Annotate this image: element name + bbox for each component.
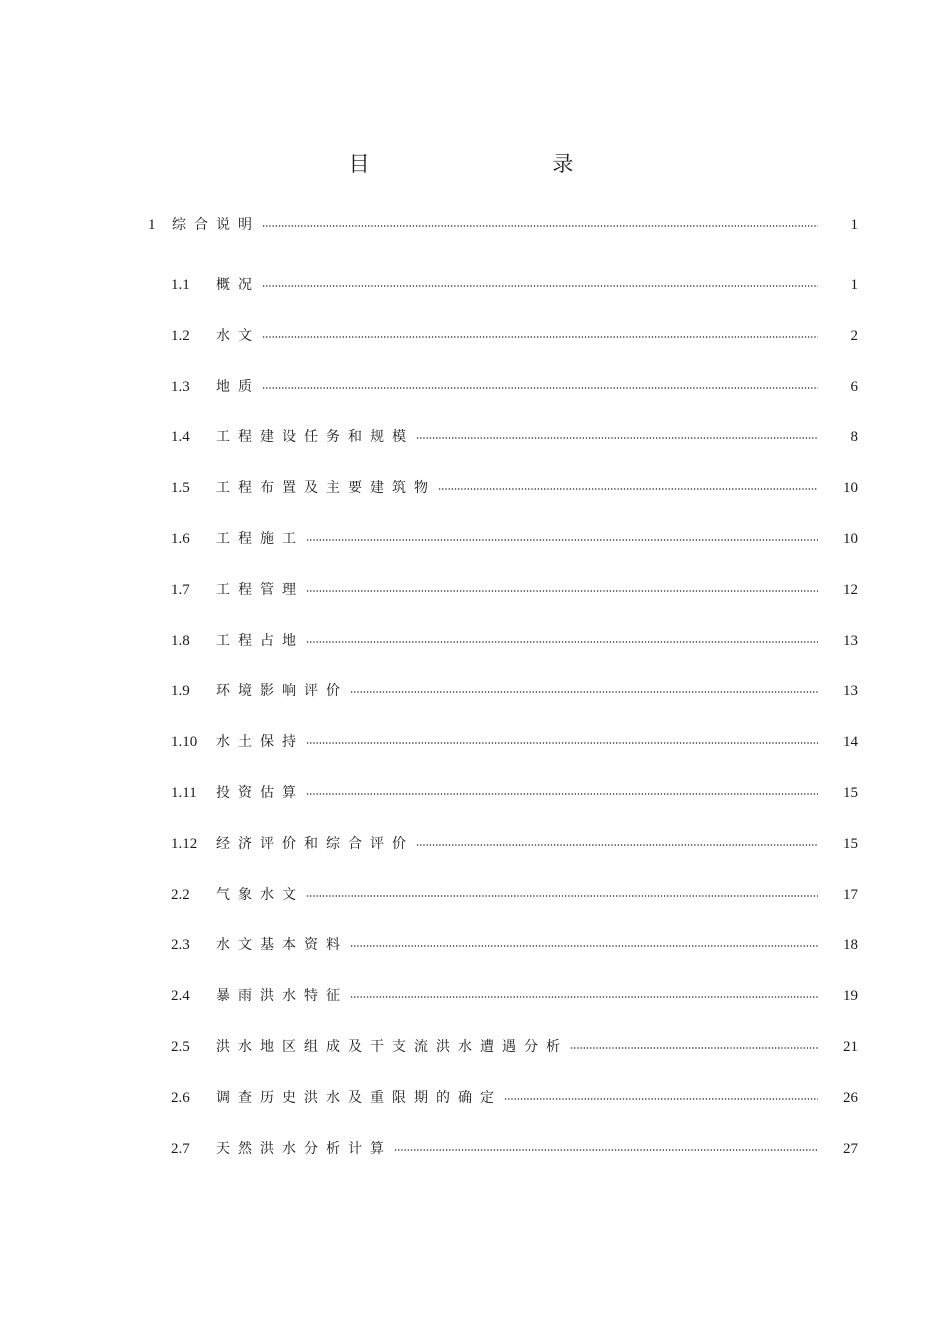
- toc-entry-page: 13: [843, 683, 858, 700]
- toc-entry[interactable]: [0, 981, 950, 1011]
- toc-entry-page: 18: [843, 937, 858, 954]
- toc-leader-dots: [306, 791, 818, 797]
- toc-entry-title: 水文: [216, 327, 260, 344]
- toc-entry-title: 地质: [216, 378, 260, 395]
- toc-entry[interactable]: [0, 930, 950, 960]
- toc-entry-number: 2.3: [171, 937, 190, 954]
- toc-entry[interactable]: [0, 210, 950, 240]
- toc-entry-number: 2.5: [171, 1039, 190, 1055]
- toc-entry-title: 暴雨洪水特征: [216, 988, 348, 1005]
- toc-entry[interactable]: [0, 676, 950, 706]
- toc-entry-title: 天然洪水分析计算: [216, 1140, 392, 1157]
- toc-title: 目 录: [348, 152, 662, 176]
- toc-leader-dots: [416, 435, 818, 441]
- toc-entry-page: 15: [843, 785, 858, 801]
- toc-entry-page: 8: [850, 429, 858, 446]
- toc-entry[interactable]: [0, 778, 950, 808]
- toc-entry-title: 水文基本资料: [216, 937, 348, 954]
- toc-entry-page: 6: [850, 378, 858, 395]
- toc-entry[interactable]: [0, 727, 950, 757]
- toc-leader-dots: [306, 639, 818, 645]
- toc-entry-title: 调查历史洪水及重限期的确定: [216, 1089, 502, 1106]
- toc-leader-dots: [350, 994, 818, 1000]
- toc-leader-dots: [416, 842, 818, 848]
- toc-entry-page: 12: [843, 581, 858, 598]
- toc-entry-title: 水土保持: [216, 734, 304, 751]
- toc-entry-number: 1.11: [171, 785, 197, 801]
- toc-entry-page: 14: [843, 734, 858, 751]
- toc-entry-title: 工程施工: [216, 531, 304, 547]
- toc-entry[interactable]: [0, 880, 950, 910]
- toc-entry-title: 投资估算: [216, 785, 304, 801]
- toc-entry-number: 2.6: [171, 1089, 190, 1106]
- toc-entry-number: 1.8: [171, 632, 190, 649]
- toc-entry-number: 1.4: [171, 429, 190, 446]
- toc-entry-number: 1.9: [171, 683, 190, 700]
- toc-leader-dots: [262, 223, 818, 229]
- toc-entry[interactable]: [0, 1083, 950, 1113]
- toc-entry-number: 1.5: [171, 480, 190, 497]
- toc-entry-number: 2.4: [171, 988, 190, 1005]
- toc-leader-dots: [306, 740, 818, 746]
- toc-entry[interactable]: [0, 626, 950, 656]
- toc-entry-title: 经济评价和综合评价: [216, 835, 414, 852]
- toc-entry-number: 1.7: [171, 581, 190, 598]
- toc-entry-page: 2: [850, 327, 858, 344]
- toc-entry[interactable]: [0, 1134, 950, 1164]
- toc-leader-dots: [262, 385, 818, 391]
- toc-entry[interactable]: [0, 270, 950, 300]
- toc-leader-dots: [262, 283, 818, 289]
- toc-entry-number: 1.10: [171, 734, 198, 751]
- toc-entry-page: 21: [843, 1039, 858, 1055]
- toc-leader-dots: [504, 1096, 818, 1102]
- toc-entry-title: 工程布置及主要建筑物: [216, 480, 436, 497]
- toc-entry-number: 2.2: [171, 886, 190, 903]
- toc-entry-number: 1.6: [171, 531, 190, 547]
- toc-entry-title: 工程建设任务和规模: [216, 429, 414, 446]
- toc-entry-page: 27: [843, 1140, 858, 1157]
- toc-entry-page: 19: [843, 988, 858, 1005]
- toc-entry[interactable]: [0, 422, 950, 452]
- toc-entry[interactable]: [0, 321, 950, 351]
- toc-entry-page: 17: [843, 886, 858, 903]
- toc-entry-page: 1: [850, 217, 858, 233]
- toc-leader-dots: [438, 486, 818, 492]
- toc-entry-number: 1.2: [171, 327, 190, 344]
- toc-entry-page: 13: [843, 632, 858, 649]
- toc-entry-page: 10: [843, 480, 858, 497]
- toc-leader-dots: [350, 943, 818, 949]
- toc-entry-number: 1.1: [171, 277, 190, 293]
- toc-leader-dots: [306, 588, 818, 594]
- toc-leader-dots: [306, 537, 818, 543]
- toc-entry-number: 1.12: [171, 835, 198, 852]
- toc-entry-number: 1: [148, 217, 156, 233]
- toc-entry-title: 概况: [216, 277, 260, 293]
- toc-entry-page: 1: [850, 277, 858, 293]
- toc-leader-dots: [306, 893, 818, 899]
- toc-entry-page: 10: [843, 531, 858, 547]
- toc-entry[interactable]: [0, 575, 950, 605]
- toc-leader-dots: [262, 334, 818, 340]
- toc-entry-page: 26: [843, 1089, 858, 1106]
- toc-leader-dots: [350, 689, 818, 695]
- toc-leader-dots: [394, 1147, 818, 1153]
- toc-entry-number: 1.3: [171, 378, 190, 395]
- toc-leader-dots: [570, 1045, 818, 1051]
- toc-entry-title: 环境影响评价: [216, 683, 348, 700]
- toc-entry-title: 工程占地: [216, 632, 304, 649]
- toc-entry-title: 综合说明: [172, 217, 260, 233]
- toc-entry[interactable]: [0, 473, 950, 503]
- toc-entry-title: 工程管理: [216, 581, 304, 598]
- toc-entry-number: 2.7: [171, 1140, 190, 1157]
- toc-entry[interactable]: [0, 829, 950, 859]
- toc-entry[interactable]: [0, 1032, 950, 1062]
- toc-entry-title: 洪水地区组成及干支流洪水遭遇分析: [216, 1039, 568, 1055]
- toc-entry[interactable]: [0, 524, 950, 554]
- toc-entry-title: 气象水文: [216, 886, 304, 903]
- toc-entry-page: 15: [843, 835, 858, 852]
- toc-entry[interactable]: [0, 372, 950, 402]
